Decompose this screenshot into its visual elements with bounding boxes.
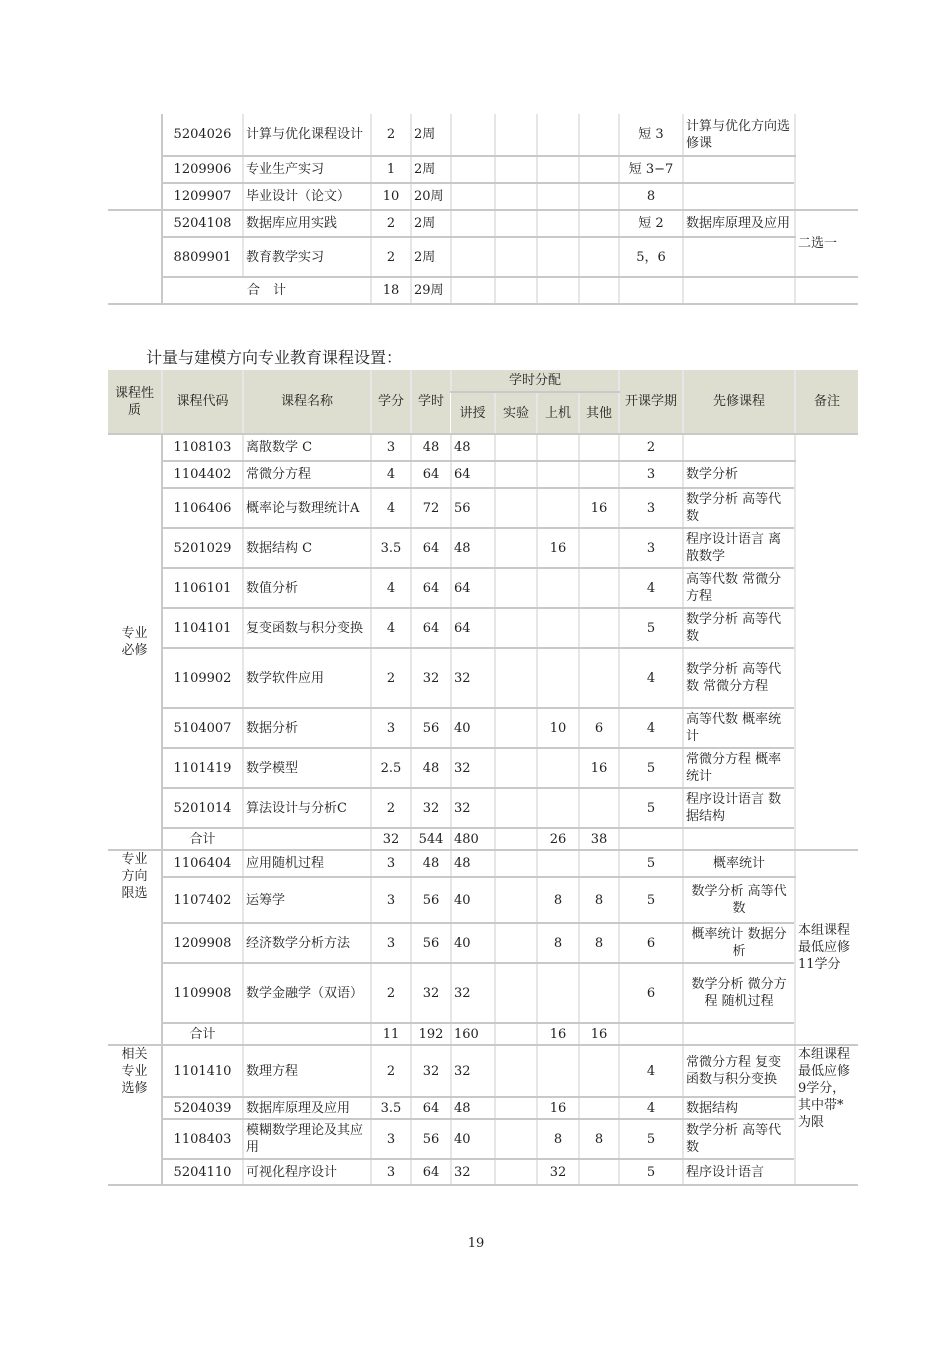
other-hours: 6 xyxy=(579,708,619,748)
hours: 56 xyxy=(411,877,451,923)
course-code: 1209906 xyxy=(162,156,243,183)
course-name: 数据分析 xyxy=(243,708,371,748)
computer-hours xyxy=(537,850,579,877)
lab-hours xyxy=(495,608,537,648)
total-hours: 29周 xyxy=(411,277,451,304)
course-name: 常微分方程 xyxy=(243,461,371,488)
credit: 3 xyxy=(371,434,411,461)
credit: 3 xyxy=(371,877,411,923)
lecture-hours: 56 xyxy=(451,488,495,528)
section-title: 计量与建模方向专业教育课程设置： xyxy=(146,348,403,367)
term: 6 xyxy=(619,923,683,963)
prereq: 概率统计 xyxy=(683,850,795,877)
lab-hours xyxy=(495,1159,537,1185)
course-code: 1101419 xyxy=(162,748,243,788)
credit: 3 xyxy=(371,850,411,877)
total-label: 合计 xyxy=(162,828,243,850)
course-code: 5204026 xyxy=(162,114,243,156)
total-other: 38 xyxy=(579,828,619,850)
lab-hours xyxy=(495,877,537,923)
term: 3 xyxy=(619,461,683,488)
credit: 3 xyxy=(371,1119,411,1159)
course-code: 5201014 xyxy=(162,788,243,828)
total-credit: 11 xyxy=(371,1023,411,1045)
term: 4 xyxy=(619,568,683,608)
type-cell xyxy=(108,114,162,210)
course-code: 5201029 xyxy=(162,528,243,568)
hours: 2周 xyxy=(411,237,451,277)
course-code: 5204039 xyxy=(162,1097,243,1119)
prereq: 数学分析 xyxy=(683,461,795,488)
hours: 56 xyxy=(411,923,451,963)
lecture-hours: 64 xyxy=(451,461,495,488)
total-computer: 26 xyxy=(537,828,579,850)
course-code: 1109902 xyxy=(162,648,243,708)
hours: 64 xyxy=(411,461,451,488)
empty-cell xyxy=(243,1023,371,1045)
term: 3 xyxy=(619,488,683,528)
credit: 3 xyxy=(371,1159,411,1185)
prereq: 数学分析 高等代数 xyxy=(683,608,795,648)
hours: 2周 xyxy=(411,210,451,237)
term: 5 xyxy=(619,788,683,828)
credit: 3 xyxy=(371,708,411,748)
header-name: 课程名称 xyxy=(243,370,371,434)
course-code: 1108103 xyxy=(162,434,243,461)
table-row xyxy=(108,648,858,708)
course-code: 1101410 xyxy=(162,1045,243,1097)
hours: 32 xyxy=(411,648,451,708)
other-hours xyxy=(579,1097,619,1119)
prereq: 数据结构 xyxy=(683,1097,795,1119)
practice-course-table xyxy=(108,114,858,305)
credit: 2 xyxy=(371,114,411,156)
total-other: 16 xyxy=(579,1023,619,1045)
page-number: 19 xyxy=(467,1236,485,1251)
course-name: 应用随机过程 xyxy=(243,850,371,877)
course-name: 经济数学分析方法 xyxy=(243,923,371,963)
course-name: 数据库原理及应用 xyxy=(243,1097,371,1119)
lecture-hours: 40 xyxy=(451,708,495,748)
computer-hours: 10 xyxy=(537,708,579,748)
credit: 4 xyxy=(371,461,411,488)
lecture-hours: 32 xyxy=(451,748,495,788)
computer-hours xyxy=(537,434,579,461)
credit: 4 xyxy=(371,568,411,608)
lecture-hours: 32 xyxy=(451,1159,495,1185)
term: 短 2 xyxy=(619,210,683,237)
lecture-hours: 32 xyxy=(451,648,495,708)
term: 6 xyxy=(619,963,683,1023)
term: 5 xyxy=(619,608,683,648)
header-computer: 上机 xyxy=(537,392,579,434)
prereq: 数学分析 高等代数 xyxy=(683,877,795,923)
other-hours xyxy=(579,461,619,488)
hours: 72 xyxy=(411,488,451,528)
course-code: 1106404 xyxy=(162,850,243,877)
group-note xyxy=(795,434,858,850)
group-note: 本组课程最低应修9学分，其中带*为限 xyxy=(795,1045,858,1185)
table-row xyxy=(108,748,858,788)
course-name: 算法设计与分析C xyxy=(243,788,371,828)
credit: 4 xyxy=(371,608,411,648)
table-row xyxy=(108,1159,858,1185)
hours: 64 xyxy=(411,1159,451,1185)
course-name: 数据库应用实践 xyxy=(243,210,371,237)
course-name: 离散数学 C xyxy=(243,434,371,461)
credit: 2.5 xyxy=(371,748,411,788)
course-code: 1104101 xyxy=(162,608,243,648)
computer-hours xyxy=(537,568,579,608)
course-name: 数理方程 xyxy=(243,1045,371,1097)
prereq: 程序设计语言 数据结构 xyxy=(683,788,795,828)
table-row xyxy=(108,608,858,648)
prereq: 程序设计语言 xyxy=(683,1159,795,1185)
hours: 2周 xyxy=(411,114,451,156)
course-body xyxy=(108,434,858,1185)
table-row xyxy=(108,183,858,210)
computer-hours xyxy=(537,648,579,708)
other-hours: 16 xyxy=(579,748,619,788)
term: 4 xyxy=(619,1045,683,1097)
term: 4 xyxy=(619,1097,683,1119)
lecture-hours: 64 xyxy=(451,608,495,648)
header-other: 其他 xyxy=(579,392,619,434)
total-row xyxy=(108,828,858,850)
table-row xyxy=(108,877,858,923)
course-name: 数学金融学（双语） xyxy=(243,963,371,1023)
course-name: 可视化程序设计 xyxy=(243,1159,371,1185)
lecture-hours: 40 xyxy=(451,923,495,963)
prereq: 常微分方程 复变函数与积分变换 xyxy=(683,1045,795,1097)
term: 3 xyxy=(619,528,683,568)
term: 5 xyxy=(619,1119,683,1159)
hours: 20周 xyxy=(411,183,451,210)
term: 4 xyxy=(619,648,683,708)
computer-hours: 8 xyxy=(537,1119,579,1159)
term: 5 xyxy=(619,748,683,788)
other-hours xyxy=(579,608,619,648)
course-table xyxy=(108,370,858,1186)
other-hours xyxy=(579,528,619,568)
lab-hours xyxy=(495,1045,537,1097)
header-credit: 学分 xyxy=(371,370,411,434)
header-term: 开课学期 xyxy=(619,370,683,434)
credit: 3 xyxy=(371,923,411,963)
lab-hours xyxy=(495,528,537,568)
credit: 10 xyxy=(371,183,411,210)
term: 5 xyxy=(619,850,683,877)
header-lab: 实验 xyxy=(495,392,537,434)
prereq: 数据库原理及应用 xyxy=(683,210,795,237)
lab-hours xyxy=(495,568,537,608)
course-code: 5104007 xyxy=(162,708,243,748)
computer-hours xyxy=(537,1045,579,1097)
table-row xyxy=(108,850,858,877)
lecture-hours: 32 xyxy=(451,963,495,1023)
credit: 2 xyxy=(371,788,411,828)
other-hours xyxy=(579,1159,619,1185)
computer-hours xyxy=(537,748,579,788)
lecture-hours: 48 xyxy=(451,434,495,461)
prereq xyxy=(683,183,795,210)
credit: 2 xyxy=(371,1045,411,1097)
prereq: 高等代数 概率统计 xyxy=(683,708,795,748)
computer-hours xyxy=(537,608,579,648)
lab-hours xyxy=(495,1119,537,1159)
course-type: 相关专业选修 xyxy=(108,1045,162,1185)
header-distribution: 学时分配 xyxy=(451,370,619,392)
note-cell xyxy=(795,114,858,210)
hours: 64 xyxy=(411,608,451,648)
total-lecture: 160 xyxy=(451,1023,495,1045)
total-credit: 32 xyxy=(371,828,411,850)
lab-hours xyxy=(495,748,537,788)
prereq: 数学分析 微分方程 随机过程 xyxy=(683,963,795,1023)
other-hours: 8 xyxy=(579,877,619,923)
other-hours: 8 xyxy=(579,923,619,963)
term: 5 xyxy=(619,1159,683,1185)
course-code: 1209907 xyxy=(162,183,243,210)
credit: 3.5 xyxy=(371,1097,411,1119)
term: 5 xyxy=(619,877,683,923)
hours: 48 xyxy=(411,434,451,461)
course-name: 数学软件应用 xyxy=(243,648,371,708)
computer-hours xyxy=(537,963,579,1023)
hours: 32 xyxy=(411,1045,451,1097)
prereq: 数学分析 高等代数 xyxy=(683,488,795,528)
header-type: 课程性质 xyxy=(108,370,162,434)
header-prereq: 先修课程 xyxy=(683,370,795,434)
prereq xyxy=(683,237,795,277)
prereq xyxy=(683,434,795,461)
lecture-hours: 40 xyxy=(451,1119,495,1159)
table-row xyxy=(108,461,858,488)
table-row xyxy=(108,963,858,1023)
course-code: 1109908 xyxy=(162,963,243,1023)
group-note: 本组课程最低应修11学分 xyxy=(795,850,858,1045)
other-hours xyxy=(579,963,619,1023)
hours: 64 xyxy=(411,1097,451,1119)
course-code: 1106406 xyxy=(162,488,243,528)
other-hours xyxy=(579,1045,619,1097)
course-name: 数值分析 xyxy=(243,568,371,608)
table-row xyxy=(108,923,858,963)
course-name: 计算与优化课程设计 xyxy=(243,114,371,156)
other-hours: 8 xyxy=(579,1119,619,1159)
total-label: 合计 xyxy=(162,1023,243,1045)
lecture-hours: 40 xyxy=(451,877,495,923)
course-code: 5204110 xyxy=(162,1159,243,1185)
table-row xyxy=(108,156,858,183)
computer-hours xyxy=(537,488,579,528)
hours: 64 xyxy=(411,568,451,608)
lab-hours xyxy=(495,850,537,877)
other-hours xyxy=(579,788,619,828)
lab-hours xyxy=(495,488,537,528)
header-note: 备注 xyxy=(795,370,858,434)
lecture-hours: 32 xyxy=(451,1045,495,1097)
total-hours: 544 xyxy=(411,828,451,850)
table-row xyxy=(108,434,858,461)
total-row xyxy=(108,1023,858,1045)
prereq: 高等代数 常微分方程 xyxy=(683,568,795,608)
term: 5，6 xyxy=(619,237,683,277)
course-code: 5204108 xyxy=(162,210,243,237)
hours: 56 xyxy=(411,1119,451,1159)
prereq: 概率统计 数据分析 xyxy=(683,923,795,963)
table-row xyxy=(108,568,858,608)
course-code: 1108403 xyxy=(162,1119,243,1159)
total-computer: 16 xyxy=(537,1023,579,1045)
term: 短 3−7 xyxy=(619,156,683,183)
lecture-hours: 48 xyxy=(451,1097,495,1119)
course-name: 数据结构 C xyxy=(243,528,371,568)
course-name: 专业生产实习 xyxy=(243,156,371,183)
hours: 32 xyxy=(411,963,451,1023)
total-lecture: 480 xyxy=(451,828,495,850)
total-credit: 18 xyxy=(371,277,411,304)
lecture-hours: 32 xyxy=(451,788,495,828)
course-name: 复变函数与积分变换 xyxy=(243,608,371,648)
computer-hours: 8 xyxy=(537,877,579,923)
other-hours xyxy=(579,568,619,608)
header-row xyxy=(108,370,858,392)
total-row xyxy=(108,277,858,304)
course-name: 数学模型 xyxy=(243,748,371,788)
lab-hours xyxy=(495,1097,537,1119)
computer-hours: 16 xyxy=(537,528,579,568)
table-row xyxy=(108,708,858,748)
other-hours: 16 xyxy=(579,488,619,528)
other-hours xyxy=(579,434,619,461)
table-row xyxy=(108,1097,858,1119)
term: 4 xyxy=(619,708,683,748)
credit: 1 xyxy=(371,156,411,183)
hours: 48 xyxy=(411,748,451,788)
hours: 2周 xyxy=(411,156,451,183)
lab-hours xyxy=(495,461,537,488)
table-row xyxy=(108,114,858,156)
course-name: 模糊数学理论及其应用 xyxy=(243,1119,371,1159)
table-row xyxy=(108,788,858,828)
lecture-hours: 48 xyxy=(451,850,495,877)
credit: 2 xyxy=(371,648,411,708)
table-row xyxy=(108,528,858,568)
lab-hours xyxy=(495,923,537,963)
prereq: 计算与优化方向选修课 xyxy=(683,114,795,156)
total-hours: 192 xyxy=(411,1023,451,1045)
lab-hours xyxy=(495,434,537,461)
course-code: 1209908 xyxy=(162,923,243,963)
course-code: 1104402 xyxy=(162,461,243,488)
table-row xyxy=(108,1119,858,1159)
course-type: 专业必修 xyxy=(108,434,162,850)
other-hours xyxy=(579,648,619,708)
course-name: 毕业设计（论文） xyxy=(243,183,371,210)
computer-hours: 16 xyxy=(537,1097,579,1119)
prereq: 数学分析 高等代数 常微分方程 xyxy=(683,648,795,708)
computer-hours: 32 xyxy=(537,1159,579,1185)
hours: 32 xyxy=(411,788,451,828)
course-code: 1107402 xyxy=(162,877,243,923)
lecture-hours: 48 xyxy=(451,528,495,568)
credit: 4 xyxy=(371,488,411,528)
term: 2 xyxy=(619,434,683,461)
computer-hours xyxy=(537,788,579,828)
table-row xyxy=(108,1045,858,1097)
credit: 2 xyxy=(371,237,411,277)
header-code: 课程代码 xyxy=(162,370,243,434)
prereq: 程序设计语言 离散数学 xyxy=(683,528,795,568)
lab-hours xyxy=(495,648,537,708)
lab-hours xyxy=(495,788,537,828)
hours: 48 xyxy=(411,850,451,877)
lab-hours xyxy=(495,708,537,748)
prereq: 数学分析 高等代数 xyxy=(683,1119,795,1159)
hours: 56 xyxy=(411,708,451,748)
credit: 3.5 xyxy=(371,528,411,568)
table-row xyxy=(108,488,858,528)
header-lecture: 讲授 xyxy=(451,392,495,434)
prereq xyxy=(683,156,795,183)
credit: 2 xyxy=(371,210,411,237)
course-name: 概率论与数理统计A xyxy=(243,488,371,528)
course-name: 教育教学实习 xyxy=(243,237,371,277)
lecture-hours: 64 xyxy=(451,568,495,608)
other-hours xyxy=(579,850,619,877)
term: 短 3 xyxy=(619,114,683,156)
lab-hours xyxy=(495,963,537,1023)
table-row xyxy=(108,210,858,237)
computer-hours xyxy=(537,461,579,488)
course-code: 8809901 xyxy=(162,237,243,277)
empty-cell xyxy=(243,828,371,850)
course-type: 专业方向限选 xyxy=(108,850,162,1045)
term: 8 xyxy=(619,183,683,210)
course-name: 运筹学 xyxy=(243,877,371,923)
course-code: 1106101 xyxy=(162,568,243,608)
prereq: 常微分方程 概率统计 xyxy=(683,748,795,788)
computer-hours: 8 xyxy=(537,923,579,963)
type-cell xyxy=(108,210,162,304)
header-hours: 学时 xyxy=(411,370,451,434)
choose-one-note: 二选一 xyxy=(795,210,858,277)
total-label: 合 计 xyxy=(162,277,371,304)
table-row xyxy=(108,237,858,277)
credit: 2 xyxy=(371,963,411,1023)
hours: 64 xyxy=(411,528,451,568)
